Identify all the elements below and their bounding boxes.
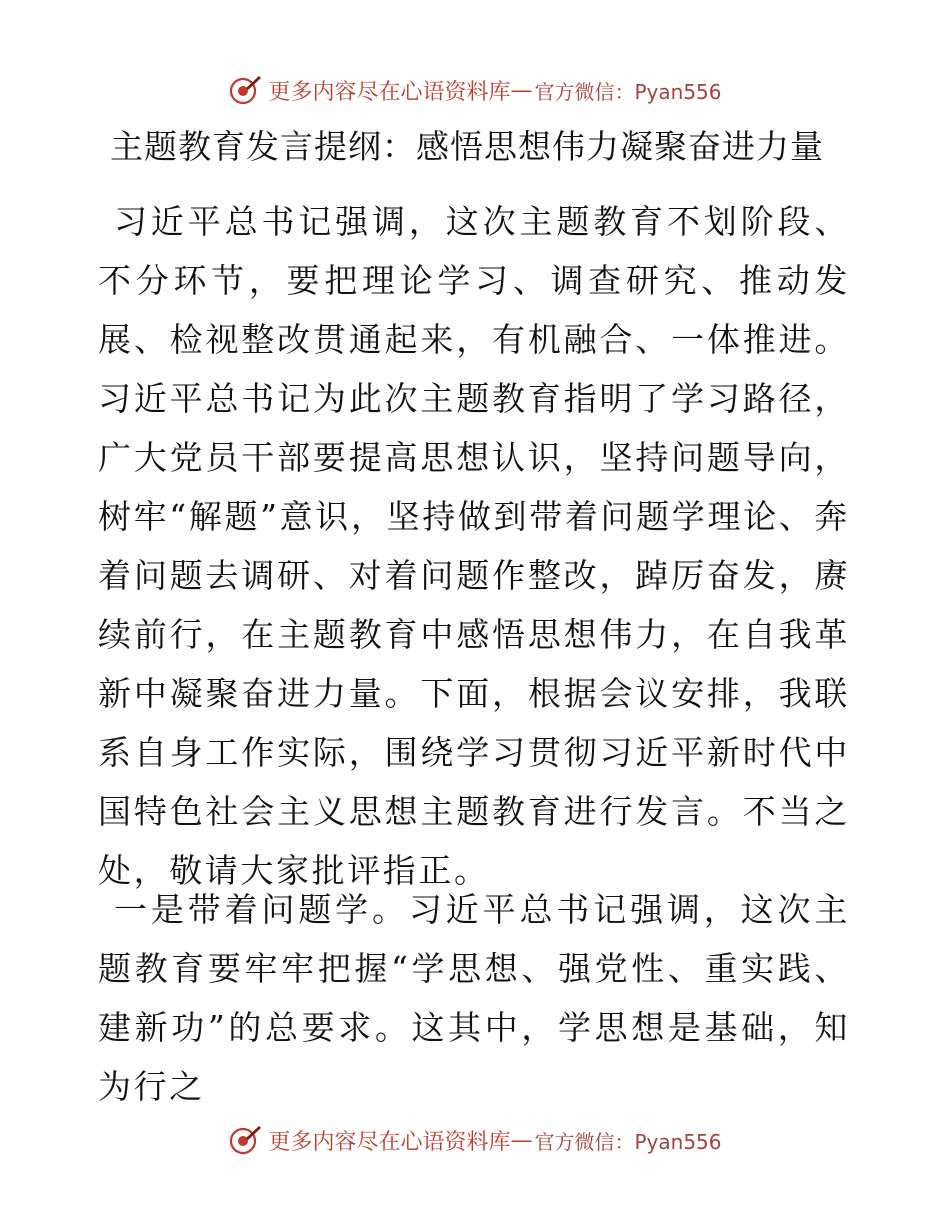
pen-logo-icon: [228, 73, 262, 107]
header-slogan: 更多内容尽在心语资料库: [268, 79, 511, 105]
footer-contact: 官方微信：Pyan556: [534, 1129, 722, 1154]
body-paragraph-1: 习近平总书记强调，这次主题教育不划阶段、不分环节，要把理论学习、调查研究、推动发展、检视整改贯通起来，有机融合、一体推进。习近平总书记为此次主题教育指明了学习路径，广大党员干部要提高思想认识，坚持问题导向，树牢“解题”意识，坚持做到带着问题学理论、奔着问题去调研、对着问题作整改，踔厉奋发，赓续前行，在主题教育中感悟思想伟力，在自我革新中凝聚奋进力量。下面，根据会议安排，我联系自身工作实际，围绕学习贯彻习近平新时代中国特色社会主义思想主题教育进行发言。不当之处，敬请大家批评指正。: [98, 202, 850, 890]
footer-banner: [0, 1120, 950, 1160]
header-dash: —: [510, 77, 533, 103]
document-title: 主题教育发言提纲：感悟思想伟力凝聚奋进力量: [110, 127, 824, 166]
header-contact: 官方微信：Pyan556: [534, 79, 722, 104]
footer-dash: —: [510, 1127, 533, 1153]
pen-logo-icon: [228, 1123, 262, 1157]
body-paragraph-2: 一是带着问题学。习近平总书记强调，这次主题教育要牢牢把握“学思想、强党性、重实践、建新功”的总要求。这其中，学思想是基础，知为行之: [98, 890, 850, 1106]
footer-slogan: 更多内容尽在心语资料库: [268, 1129, 511, 1155]
header-banner: [0, 70, 950, 110]
